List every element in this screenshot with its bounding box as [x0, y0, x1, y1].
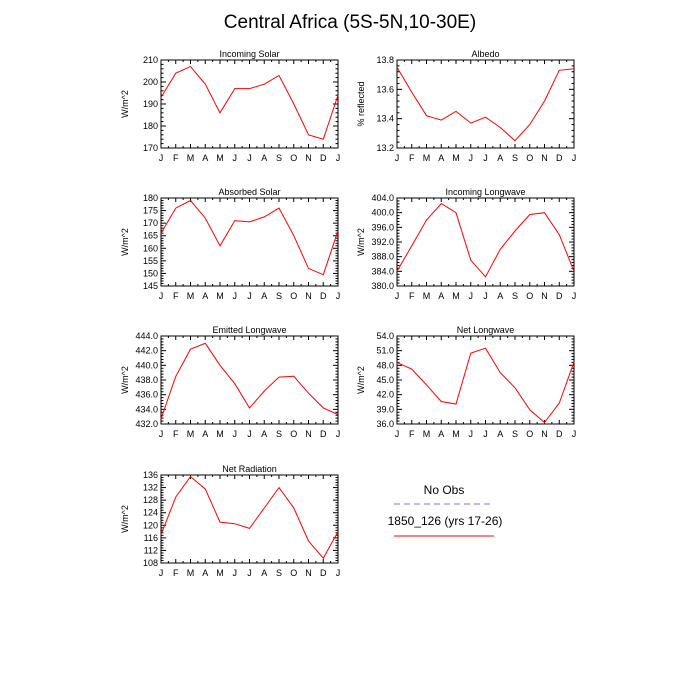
x-tick-label: O — [290, 291, 298, 301]
chart-panel-4 — [356, 187, 576, 301]
y-tick-label: 145 — [142, 281, 158, 291]
x-tick-label: A — [438, 429, 445, 439]
x-tick-label: N — [541, 153, 548, 163]
y-tick-label: 175 — [142, 205, 158, 216]
plot-frame — [161, 475, 338, 563]
y-tick-label: 190 — [142, 99, 158, 109]
x-tick-label: D — [320, 568, 327, 578]
x-tick-label: M — [186, 429, 195, 439]
y-tick-label: 180 — [142, 121, 158, 131]
y-tick-label: 396.0 — [371, 222, 394, 233]
y-axis-label: W/m^2 — [120, 366, 130, 394]
y-tick-label: 112 — [143, 545, 158, 556]
x-tick-label: J — [247, 429, 252, 439]
x-tick-label: A — [261, 429, 268, 439]
x-tick-label: J — [483, 291, 488, 301]
x-tick-label: J — [394, 153, 400, 163]
x-tick-label: D — [320, 153, 327, 163]
y-tick-label: 13.6 — [376, 84, 394, 95]
x-tick-label: M — [216, 568, 224, 578]
x-tick-label: S — [511, 153, 519, 163]
panel-title: Incoming Longwave — [445, 187, 526, 197]
chart-panel-6 — [356, 325, 576, 439]
y-axis-label: W/m^2 — [120, 228, 130, 256]
x-tick-label: A — [261, 153, 268, 163]
x-tick-label: S — [275, 568, 283, 578]
y-tick-label: 170 — [142, 143, 158, 153]
x-tick-label: J — [394, 429, 400, 439]
panel-title: Absorbed Solar — [218, 187, 281, 197]
x-tick-label: N — [305, 291, 312, 301]
x-tick-label: A — [202, 568, 209, 578]
y-axis-label: W/m^2 — [120, 505, 130, 533]
x-tick-label: F — [173, 429, 179, 439]
y-tick-label: 42.0 — [376, 389, 394, 400]
chart-panel-5 — [120, 325, 340, 439]
chart-panel-1 — [120, 49, 340, 163]
x-tick-label: O — [290, 568, 298, 578]
x-tick-label: J — [468, 429, 473, 439]
y-tick-label: 210 — [142, 55, 158, 65]
x-tick-label: M — [216, 291, 224, 301]
y-tick-label: 48.0 — [376, 360, 394, 371]
x-tick-label: O — [526, 291, 534, 301]
plot-frame — [397, 336, 574, 424]
main-title: Central Africa (5S-5N,10-30E) — [223, 12, 477, 33]
x-tick-label: A — [202, 429, 209, 439]
x-tick-label: F — [173, 153, 179, 163]
plot-frame — [397, 198, 574, 286]
x-tick-label: J — [571, 153, 577, 163]
y-axis-label: W/m^2 — [356, 366, 366, 394]
x-tick-label: N — [541, 429, 548, 439]
x-tick-label: M — [216, 153, 224, 163]
x-tick-label: J — [232, 153, 237, 163]
y-tick-label: 384.0 — [371, 266, 394, 277]
x-tick-label: A — [202, 291, 209, 301]
y-tick-label: 13.8 — [376, 55, 394, 65]
x-tick-label: N — [305, 429, 312, 439]
x-tick-label: D — [556, 153, 563, 163]
x-tick-label: D — [556, 291, 563, 301]
y-tick-label: 440.0 — [135, 360, 158, 371]
x-tick-label: J — [335, 291, 341, 301]
x-tick-label: A — [497, 153, 504, 163]
x-tick-label: J — [232, 291, 237, 301]
x-tick-label: O — [526, 429, 534, 439]
panel-title: Net Longwave — [456, 325, 515, 335]
x-tick-label: O — [290, 429, 298, 439]
chart-panel-3 — [120, 187, 340, 301]
y-tick-label: 155 — [142, 255, 158, 266]
y-tick-label: 124 — [142, 507, 158, 518]
y-tick-label: 136 — [142, 470, 158, 480]
x-tick-label: J — [158, 291, 164, 301]
x-tick-label: M — [216, 429, 224, 439]
plot-frame — [397, 60, 574, 148]
x-tick-label: N — [541, 291, 548, 301]
x-tick-label: S — [275, 153, 283, 163]
x-tick-label: D — [320, 429, 327, 439]
x-tick-label: M — [186, 291, 195, 301]
x-tick-label: A — [261, 291, 268, 301]
x-tick-label: J — [158, 153, 164, 163]
x-tick-label: O — [526, 153, 534, 163]
y-tick-label: 36.0 — [376, 419, 394, 429]
y-tick-label: 51.0 — [376, 345, 394, 356]
series-line — [397, 204, 574, 277]
plot-frame — [161, 198, 338, 286]
y-tick-label: 165 — [142, 230, 158, 241]
y-tick-label: 128 — [142, 495, 158, 506]
x-tick-label: M — [452, 153, 460, 163]
y-tick-label: 54.0 — [376, 331, 394, 341]
x-tick-label: M — [186, 153, 195, 163]
y-tick-label: 45.0 — [376, 375, 394, 385]
x-tick-label: O — [290, 153, 298, 163]
x-tick-label: J — [571, 291, 577, 301]
x-tick-label: J — [468, 153, 473, 163]
x-tick-label: F — [409, 153, 415, 163]
x-tick-label: F — [409, 291, 415, 301]
chart-panel-7 — [120, 464, 340, 578]
y-tick-label: 39.0 — [376, 404, 394, 415]
y-tick-label: 392.0 — [371, 237, 394, 247]
x-tick-label: N — [305, 153, 312, 163]
y-tick-label: 434.0 — [135, 404, 158, 415]
x-tick-label: A — [202, 153, 209, 163]
series-line — [161, 343, 338, 419]
x-tick-label: J — [483, 153, 488, 163]
y-tick-label: 442.0 — [135, 345, 158, 356]
y-tick-label: 432.0 — [135, 419, 158, 429]
y-axis-label: W/m^2 — [356, 228, 366, 256]
y-tick-label: 150 — [142, 268, 158, 279]
x-tick-label: F — [409, 429, 415, 439]
y-tick-label: 444.0 — [135, 331, 158, 341]
y-tick-label: 13.2 — [376, 143, 394, 153]
x-tick-label: M — [452, 291, 460, 301]
x-tick-label: A — [438, 153, 445, 163]
x-tick-label: F — [173, 568, 179, 578]
x-tick-label: J — [394, 291, 400, 301]
plot-frame — [161, 336, 338, 424]
y-tick-label: 108 — [142, 558, 158, 568]
x-tick-label: M — [452, 429, 460, 439]
x-tick-label: J — [335, 153, 341, 163]
y-tick-label: 116 — [143, 532, 158, 543]
y-tick-label: 180 — [142, 193, 158, 203]
y-tick-label: 170 — [142, 218, 158, 229]
x-tick-label: S — [511, 291, 519, 301]
x-tick-label: J — [483, 429, 488, 439]
x-tick-label: D — [320, 291, 327, 301]
panel-title: Incoming Solar — [219, 49, 280, 59]
x-tick-label: J — [247, 291, 252, 301]
y-tick-label: 404.0 — [371, 193, 394, 203]
x-tick-label: J — [335, 568, 341, 578]
y-tick-label: 438.0 — [135, 375, 158, 385]
series-line — [397, 348, 574, 422]
chart-panel-2 — [356, 49, 576, 163]
x-tick-label: J — [247, 568, 252, 578]
x-tick-label: S — [511, 429, 519, 439]
series-line — [161, 477, 338, 559]
panel-title: Emitted Longwave — [212, 325, 287, 335]
y-tick-label: 160 — [142, 243, 158, 254]
x-tick-label: M — [186, 568, 195, 578]
x-tick-label: M — [422, 153, 431, 163]
y-tick-label: 13.4 — [376, 113, 394, 124]
y-tick-label: 380.0 — [371, 281, 394, 291]
x-tick-label: A — [438, 291, 445, 301]
x-tick-label: M — [422, 291, 431, 301]
x-tick-label: D — [556, 429, 563, 439]
x-tick-label: J — [232, 429, 237, 439]
y-axis-label: W/m^2 — [120, 90, 130, 118]
x-tick-label: A — [497, 291, 504, 301]
x-tick-label: S — [275, 291, 283, 301]
y-tick-label: 436.0 — [135, 389, 158, 400]
y-axis-label: % reflected — [356, 81, 366, 127]
x-tick-label: J — [335, 429, 341, 439]
panel-title: Net Radiation — [222, 464, 277, 474]
x-tick-label: S — [275, 429, 283, 439]
panel-title: Albedo — [471, 49, 500, 59]
x-tick-label: J — [158, 429, 164, 439]
y-tick-label: 200 — [142, 77, 158, 87]
y-tick-label: 120 — [142, 520, 158, 531]
x-tick-label: J — [468, 291, 473, 301]
x-tick-label: F — [173, 291, 179, 301]
series-line — [397, 67, 574, 140]
x-tick-label: A — [497, 429, 504, 439]
legend-label-model: 1850_126 (yrs 17-26) — [387, 514, 503, 528]
x-tick-label: M — [422, 429, 431, 439]
plot-frame — [161, 60, 338, 148]
x-tick-label: J — [158, 568, 164, 578]
x-tick-label: J — [247, 153, 252, 163]
series-line — [161, 67, 338, 140]
legend-label-no-obs: No Obs — [423, 483, 465, 497]
x-tick-label: A — [261, 568, 268, 578]
x-tick-label: J — [232, 568, 237, 578]
y-tick-label: 388.0 — [371, 251, 394, 262]
x-tick-label: N — [305, 568, 312, 578]
x-tick-label: J — [571, 429, 577, 439]
y-tick-label: 400.0 — [371, 207, 394, 218]
y-tick-label: 132 — [142, 482, 158, 493]
series-line — [161, 201, 338, 275]
